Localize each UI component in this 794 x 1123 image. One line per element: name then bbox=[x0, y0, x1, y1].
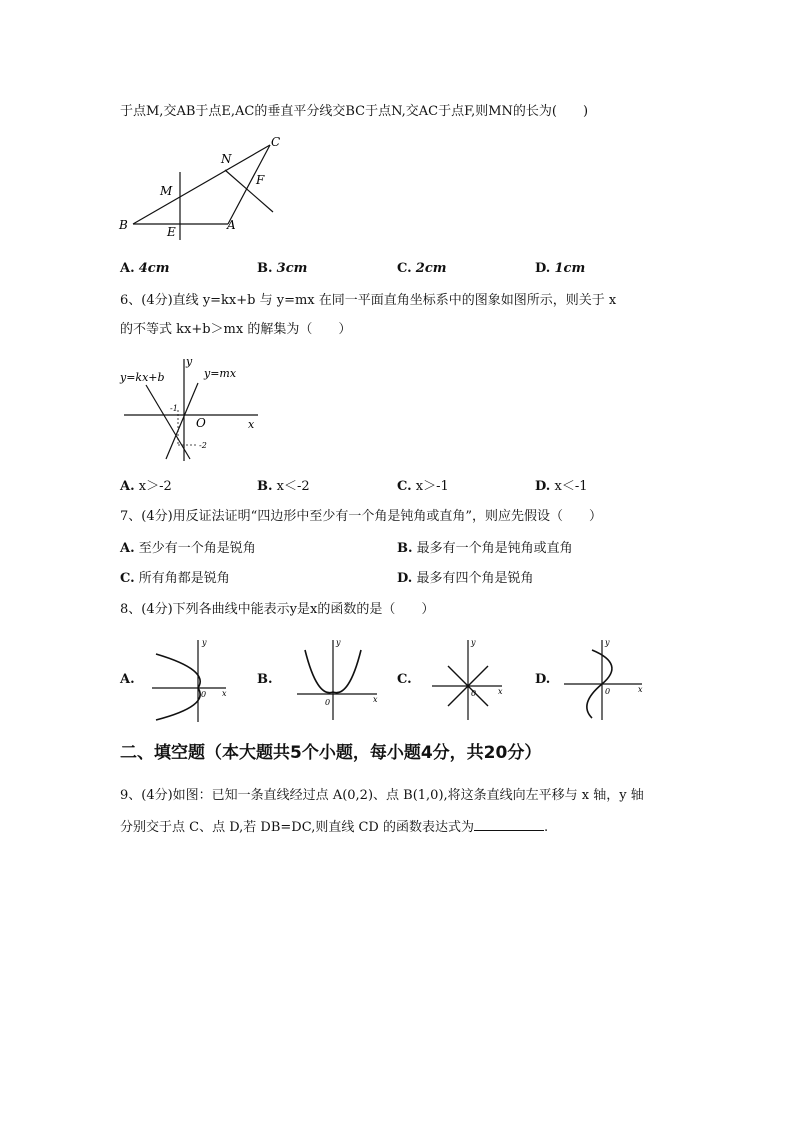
q8-a-x: x bbox=[222, 689, 227, 698]
section-2-heading: 二、填空题（本大题共5个小题，每小题4分，共20分） bbox=[120, 743, 542, 763]
q6-option-b[interactable]: B. x＜-2 bbox=[257, 479, 310, 494]
q9-line1: 9、(4分)如图：已知一条直线经过点 A(0,2)、点 B(1,0),将这条直线向左平移与 x 轴，y 轴 bbox=[120, 788, 644, 803]
q7-option-a[interactable]: A. 至少有一个角是锐角 bbox=[120, 541, 256, 556]
q5-label-a: A bbox=[227, 218, 236, 232]
q5-label-m: M bbox=[160, 184, 173, 198]
q9-line2-text: 分别交于点 C、点 D,若 DB=DC,则直线 CD 的函数表达式为 bbox=[120, 820, 474, 835]
q8-option-b-label[interactable]: B. bbox=[257, 672, 273, 687]
q8-a-o: 0 bbox=[201, 690, 207, 699]
q5-triangle-figure bbox=[115, 132, 295, 242]
q7-stem: 7、(4分)用反证法证明“四边形中至少有一个角是钝角或直角”，则应先假设（ ） bbox=[120, 509, 602, 524]
q5-option-b[interactable]: B. 3cm bbox=[257, 261, 308, 276]
q6-label-x: x bbox=[248, 418, 255, 431]
q6-option-c[interactable]: C. x＞-1 bbox=[397, 479, 449, 494]
q5-label-b: B bbox=[119, 218, 128, 232]
q6-label-line1: y=kx+b bbox=[120, 371, 165, 384]
q5-label-f: F bbox=[256, 173, 265, 187]
q7-option-b[interactable]: B. 最多有一个角是钝角或直角 bbox=[397, 541, 573, 556]
q6-tick-y: -2 bbox=[199, 441, 207, 450]
q6-label-line2: y=mx bbox=[204, 367, 237, 380]
q5-option-d[interactable]: D. 1cm bbox=[535, 261, 586, 276]
q8-d-x: x bbox=[638, 685, 643, 694]
q8-d-o: 0 bbox=[605, 687, 611, 696]
q6-stem-line1: 6、(4分)直线 y=kx+b 与 y=mx 在同一平面直角坐标系中的图象如图所示，则关于 x bbox=[120, 293, 617, 308]
q8-option-d-label[interactable]: D. bbox=[535, 672, 551, 687]
q8-graph-a[interactable] bbox=[150, 636, 235, 724]
q8-b-y: y bbox=[336, 638, 341, 647]
q8-graph-d[interactable] bbox=[562, 636, 650, 724]
q8-graph-c[interactable] bbox=[430, 636, 510, 724]
q8-option-c-label[interactable]: C. bbox=[397, 672, 412, 687]
q5-stem: 于点M,交AB于点E,AC的垂直平分线交BC于点N,交AC于点F,则MN的长为( ) bbox=[120, 104, 589, 119]
q5-option-c[interactable]: C. 2cm bbox=[397, 261, 447, 276]
q8-c-y: y bbox=[471, 638, 476, 647]
q5-label-n: N bbox=[221, 152, 232, 166]
q9-line2-end: . bbox=[543, 820, 549, 835]
q6-option-d[interactable]: D. x＜-1 bbox=[535, 479, 588, 494]
q5-label-e: E bbox=[167, 225, 176, 239]
q8-c-o: 0 bbox=[471, 689, 477, 698]
q5-label-c: C bbox=[271, 135, 281, 149]
q6-graph-figure bbox=[118, 355, 268, 465]
q7-option-c[interactable]: C. 所有角都是锐角 bbox=[120, 571, 230, 586]
q9-line2 bbox=[120, 818, 548, 837]
q8-graph-b[interactable] bbox=[295, 636, 385, 724]
q6-tick-x: -1 bbox=[170, 404, 178, 413]
q6-label-origin: O bbox=[196, 416, 206, 430]
q8-option-a-label[interactable]: A. bbox=[120, 672, 135, 687]
q7-option-d[interactable]: D. 最多有四个角是锐角 bbox=[397, 571, 534, 586]
q6-stem-line2: 的不等式 kx+b＞mx 的解集为（ ） bbox=[120, 322, 352, 337]
q8-b-x: x bbox=[373, 695, 378, 704]
q8-b-o: 0 bbox=[325, 698, 331, 707]
q9-answer-blank[interactable] bbox=[474, 818, 544, 831]
q6-label-y: y bbox=[186, 355, 193, 368]
q8-stem: 8、(4分)下列各曲线中能表示y是x的函数的是（ ） bbox=[120, 602, 435, 617]
q5-option-a[interactable]: A. 4cm bbox=[120, 261, 170, 276]
q8-c-x: x bbox=[498, 687, 503, 696]
q8-a-y: y bbox=[202, 638, 207, 647]
q6-option-a[interactable]: A. x＞-2 bbox=[120, 479, 172, 494]
q8-d-y: y bbox=[605, 638, 610, 647]
